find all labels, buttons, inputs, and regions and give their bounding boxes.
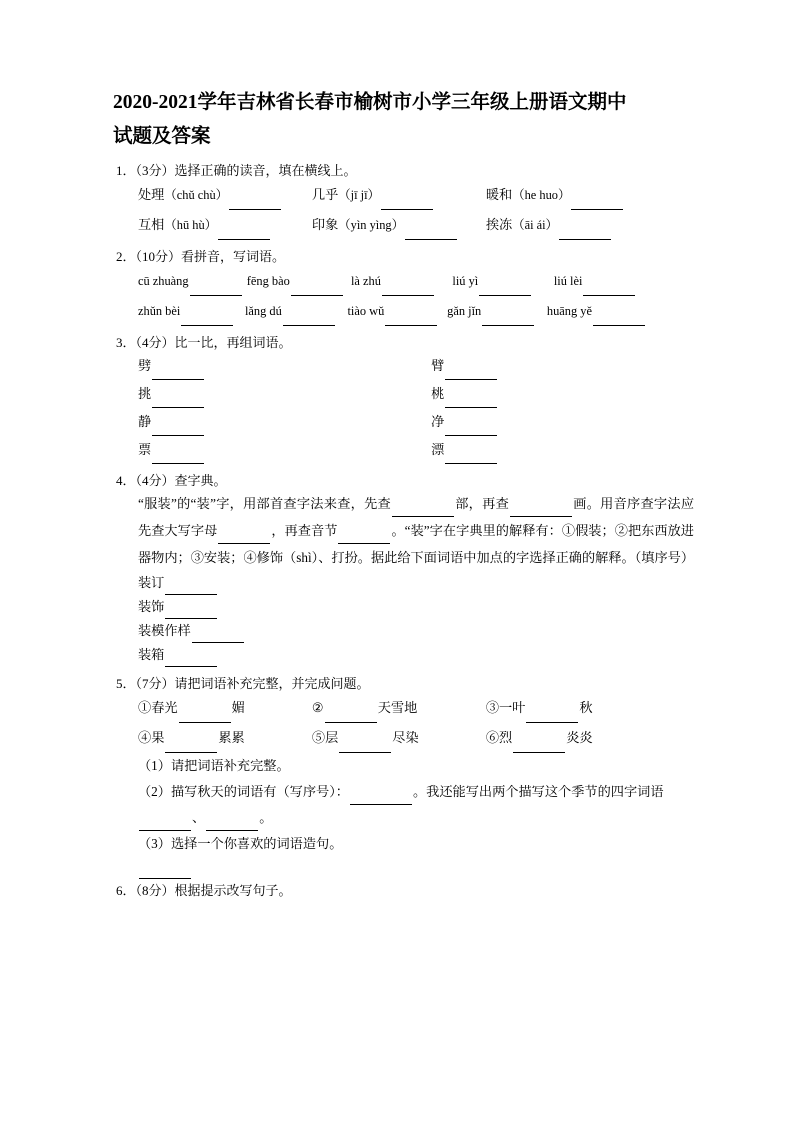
question-1-score: （3分） xyxy=(135,163,175,178)
q2-item-4-pinyin: liú yì xyxy=(452,274,479,288)
q5-idiom-2-mark: ② xyxy=(311,700,324,715)
question-6-prompt: 根据提示改写句子。 xyxy=(174,883,292,898)
q3-char-4a: 票 xyxy=(138,442,152,457)
q1-item-2 xyxy=(312,180,486,210)
q2-item-4 xyxy=(452,266,553,296)
q2-item-7-pinyin: lǎng dú xyxy=(244,304,282,318)
q5-sub-2-text-b: 。我还能写出两个描写这个季节的四字词语 xyxy=(413,784,664,799)
question-3-row-3 xyxy=(138,408,646,436)
q1-item-1-blank[interactable] xyxy=(229,196,281,210)
q5-idiom-4-post: 累累 xyxy=(218,730,245,745)
q4-sub-item-1 xyxy=(138,571,646,595)
q1-item-4-word: 互相 xyxy=(138,217,165,232)
question-4-paragraph xyxy=(138,490,694,571)
q5-idiom-1-mark: ① xyxy=(138,700,152,715)
q5-idiom-6-mark: ⑥ xyxy=(485,730,499,745)
q4-sub-item-4 xyxy=(138,643,646,667)
q5-idiom-1-pre: 春光 xyxy=(151,700,178,715)
q2-item-1-pinyin: cū zhuàng xyxy=(138,274,189,288)
q5-sub-2-blank-word-2[interactable] xyxy=(206,817,258,831)
q5-idiom-2 xyxy=(312,693,486,723)
question-4-score: （4分） xyxy=(135,473,175,488)
q2-item-10-blank[interactable] xyxy=(593,312,645,326)
q2-item-2 xyxy=(247,266,351,296)
q5-idiom-5 xyxy=(312,723,486,753)
q5-idiom-3-post: 秋 xyxy=(579,700,593,715)
question-5-idiom-row-1 xyxy=(138,693,646,723)
question-3-row-2 xyxy=(138,380,646,408)
q5-idiom-3-pre: 一叶 xyxy=(499,700,526,715)
q5-idiom-6-post: 炎炎 xyxy=(566,730,593,745)
q4-blank-syllable[interactable] xyxy=(338,530,390,544)
q2-item-10 xyxy=(547,296,646,326)
q1-item-4-blank[interactable] xyxy=(218,226,270,240)
q4-sub-item-2-blank[interactable] xyxy=(165,605,217,619)
q2-item-1 xyxy=(138,266,247,296)
question-3-row-4 xyxy=(138,436,646,464)
question-4-number: 4 xyxy=(116,473,123,488)
q3-pair-1-left xyxy=(138,352,431,380)
q2-item-3 xyxy=(351,266,452,296)
q1-item-6-word: 挨冻 xyxy=(485,217,513,232)
q2-item-1-blank[interactable] xyxy=(190,282,242,296)
q1-item-4-pinyin: （hū hù） xyxy=(164,218,218,232)
q3-char-1a: 劈 xyxy=(138,358,152,373)
question-3 xyxy=(111,333,646,464)
question-1-row-2 xyxy=(138,210,646,240)
q4-sub-item-4-blank[interactable] xyxy=(165,653,217,667)
q4-text-d: ，再查音节 xyxy=(271,523,338,538)
q5-sub-2-text-a: （2）描写秋天的词语有（写序号）： xyxy=(138,784,349,799)
q4-sub-item-3-blank[interactable] xyxy=(192,629,244,643)
q5-sub-3: （3）选择一个你喜欢的词语造句。 xyxy=(138,836,343,851)
q1-item-1-word: 处理 xyxy=(138,187,165,202)
q2-item-3-pinyin: là zhú xyxy=(350,274,381,288)
q3-pair-3-left xyxy=(138,408,431,436)
q3-char-3a: 静 xyxy=(138,414,152,429)
q2-item-9-blank[interactable] xyxy=(482,312,534,326)
q2-item-5-pinyin: liú lèi xyxy=(553,274,583,288)
q4-blank-radical[interactable] xyxy=(392,503,454,517)
question-3-number: 3 xyxy=(116,335,123,350)
q3-pair-3-right xyxy=(431,408,646,436)
q3-blank-4a[interactable] xyxy=(152,450,204,464)
q3-char-2b: 桃 xyxy=(431,386,445,401)
q4-blank-letter[interactable] xyxy=(218,530,270,544)
q1-item-3-pinyin: （he huo） xyxy=(512,188,571,202)
question-2-dot: ． xyxy=(122,249,136,264)
q3-blank-2b[interactable] xyxy=(445,394,497,408)
q2-item-9 xyxy=(447,296,547,326)
q2-item-8 xyxy=(347,296,447,326)
page-content xyxy=(111,86,695,900)
q1-item-5-pinyin: （yìn yìng） xyxy=(338,218,405,232)
question-2-prompt: 看拼音，写词语。 xyxy=(181,249,286,264)
q1-item-1-pinyin: （chǔ chù） xyxy=(164,188,229,202)
q4-text-b: 部，再查 xyxy=(454,496,510,511)
q2-item-8-blank[interactable] xyxy=(385,312,437,326)
q4-sub-item-1-blank[interactable] xyxy=(165,581,217,595)
question-2-row-2 xyxy=(138,296,646,326)
q4-sub-item-4-word: 装箱 xyxy=(138,647,165,662)
q4-sub-item-3 xyxy=(138,619,646,643)
q3-pair-2-right xyxy=(431,380,646,408)
q5-idiom-6 xyxy=(486,723,646,753)
q5-idiom-5-pre: 层 xyxy=(325,730,339,745)
q3-char-3b: 净 xyxy=(431,414,445,429)
q5-idiom-2-post: 天雪地 xyxy=(377,700,418,715)
question-3-row-1 xyxy=(138,352,646,380)
question-1-heading xyxy=(116,161,646,180)
q5-idiom-1 xyxy=(138,693,312,723)
q5-idiom-5-mark: ⑤ xyxy=(311,730,326,745)
q5-sub-2-text-d: 。 xyxy=(259,810,273,825)
q5-sub-2-blank-word-1[interactable] xyxy=(139,817,191,831)
q1-item-3-word: 暖和 xyxy=(485,187,513,202)
question-4 xyxy=(111,471,695,667)
q5-idiom-6-pre: 烈 xyxy=(499,730,513,745)
q1-item-5-word: 印象 xyxy=(311,217,339,232)
question-2-row-1 xyxy=(138,266,646,296)
question-4-heading xyxy=(116,471,646,490)
q1-item-1 xyxy=(138,180,312,210)
question-4-dot: ． xyxy=(122,473,136,488)
question-5-prompt: 请把词语补充完整，并完成问题。 xyxy=(174,676,370,691)
q3-blank-1b[interactable] xyxy=(445,366,497,380)
q2-item-5-blank[interactable] xyxy=(583,282,635,296)
question-5-idiom-row-2 xyxy=(138,723,646,753)
question-2 xyxy=(111,247,646,326)
question-2-number: 2 xyxy=(116,249,123,264)
q5-idiom-4-blank[interactable] xyxy=(165,739,217,753)
q5-idiom-6-blank[interactable] xyxy=(513,739,565,753)
q3-pair-4-left xyxy=(138,436,431,464)
q3-char-1b: 臂 xyxy=(431,358,445,373)
q3-char-2a: 挑 xyxy=(138,386,152,401)
q3-blank-1a[interactable] xyxy=(152,366,204,380)
q4-sub-item-2 xyxy=(138,595,646,619)
question-4-prompt: 查字典。 xyxy=(174,473,227,488)
q5-idiom-2-blank[interactable] xyxy=(325,709,377,723)
q3-blank-2a[interactable] xyxy=(152,394,204,408)
question-6-dot: ． xyxy=(122,883,136,898)
q3-blank-4b[interactable] xyxy=(445,450,497,464)
q5-idiom-4-mark: ④ xyxy=(138,730,152,745)
q4-sub-item-2-word: 装饰 xyxy=(138,599,165,614)
question-5-number: 5 xyxy=(116,676,123,691)
question-5 xyxy=(111,674,664,879)
q2-item-7-blank[interactable] xyxy=(283,312,335,326)
q5-idiom-4 xyxy=(138,723,312,753)
question-1-number: 1 xyxy=(116,163,123,178)
q1-item-6-blank[interactable] xyxy=(559,226,611,240)
q1-item-6-pinyin: （āi ái） xyxy=(512,218,558,232)
q5-idiom-5-blank[interactable] xyxy=(339,739,391,753)
q1-item-2-word: 几乎 xyxy=(311,187,339,202)
q2-item-8-pinyin: tiào wǔ xyxy=(347,304,385,318)
q4-text-e: 。“装”字在字典里的解释有：①假装；②把东西放进器物内；③安装；④修饰（shì）、打扮。据此给下面词语中加点的字选择正确的解释。（填序号） xyxy=(138,523,695,565)
q2-item-6-pinyin: zhǔn bèi xyxy=(138,304,181,318)
question-3-dot: ． xyxy=(122,335,136,350)
question-3-prompt: 比一比，再组词语。 xyxy=(174,335,292,350)
question-3-score: （4分） xyxy=(135,335,175,350)
q5-idiom-1-blank[interactable] xyxy=(179,709,231,723)
question-2-score: （10分） xyxy=(135,249,182,264)
question-1-row-1 xyxy=(138,180,646,210)
q2-item-6 xyxy=(138,296,245,326)
q5-idiom-3-blank[interactable] xyxy=(526,709,578,723)
q2-item-2-blank[interactable] xyxy=(291,282,343,296)
question-6 xyxy=(111,881,646,900)
q4-sub-item-1-word: 装订 xyxy=(138,575,165,590)
q5-idiom-1-post: 媚 xyxy=(231,700,245,715)
question-1-dot: ． xyxy=(122,163,136,178)
q5-sub-2 xyxy=(138,779,694,831)
q5-sub-2-blank-order[interactable] xyxy=(350,791,412,805)
question-6-heading xyxy=(116,881,646,900)
q1-item-2-blank[interactable] xyxy=(381,196,433,210)
q3-pair-1-right xyxy=(431,352,646,380)
q3-char-4b: 漂 xyxy=(431,442,445,457)
question-1-prompt: 选择正确的读音，填在横线上。 xyxy=(174,163,357,178)
q1-item-5 xyxy=(312,210,486,240)
q5-sub-1: （1）请把词语补充完整。 xyxy=(138,758,290,773)
q4-text-c: 画。用音序查字法应先查大写字母 xyxy=(138,496,695,538)
q3-pair-4-right xyxy=(431,436,646,464)
q4-blank-strokes[interactable] xyxy=(510,503,572,517)
q5-answer-blank[interactable] xyxy=(139,865,191,879)
question-5-score: （7分） xyxy=(135,676,175,691)
q1-item-3-blank[interactable] xyxy=(571,196,623,210)
q5-sub-2-text-c: 、 xyxy=(192,810,206,825)
q3-pair-2-left xyxy=(138,380,431,408)
q5-idiom-5-post: 尽染 xyxy=(392,730,419,745)
q3-blank-3b[interactable] xyxy=(445,422,497,436)
question-2-heading xyxy=(116,247,646,266)
q4-text-a: “服装”的“装”字，用部首查字法来查，先查 xyxy=(138,496,391,511)
page-title: 2020-2021学年吉林省长春市榆树市小学三年级上册语文期中试题及答案 xyxy=(113,92,627,147)
q2-item-7 xyxy=(245,296,347,326)
question-6-number: 6 xyxy=(116,883,123,898)
q5-answer-line xyxy=(138,857,646,879)
q5-idiom-3 xyxy=(486,693,646,723)
q1-item-5-blank[interactable] xyxy=(405,226,457,240)
q2-item-9-pinyin: gǎn jǐn xyxy=(447,304,482,318)
q1-item-2-pinyin: （jī jī） xyxy=(338,188,380,202)
q1-item-4 xyxy=(138,210,312,240)
q5-idiom-3-mark: ③ xyxy=(485,700,499,715)
q2-item-4-blank[interactable] xyxy=(479,282,531,296)
q1-item-6 xyxy=(486,210,646,240)
question-1 xyxy=(111,161,646,240)
q2-item-2-pinyin: fēng bào xyxy=(246,274,290,288)
q2-item-10-pinyin: huāng yě xyxy=(546,304,592,318)
q3-blank-3a[interactable] xyxy=(152,422,204,436)
q4-sub-item-3-word: 装模作样 xyxy=(138,623,191,638)
q2-item-3-blank[interactable] xyxy=(382,282,434,296)
q2-item-6-blank[interactable] xyxy=(181,312,233,326)
q1-item-3 xyxy=(486,180,646,210)
question-5-heading xyxy=(116,674,646,693)
question-6-score: （8分） xyxy=(135,883,175,898)
q2-item-5 xyxy=(554,266,646,296)
question-3-heading xyxy=(116,333,646,352)
q5-idiom-4-pre: 果 xyxy=(151,730,165,745)
question-5-dot: ． xyxy=(122,676,136,691)
